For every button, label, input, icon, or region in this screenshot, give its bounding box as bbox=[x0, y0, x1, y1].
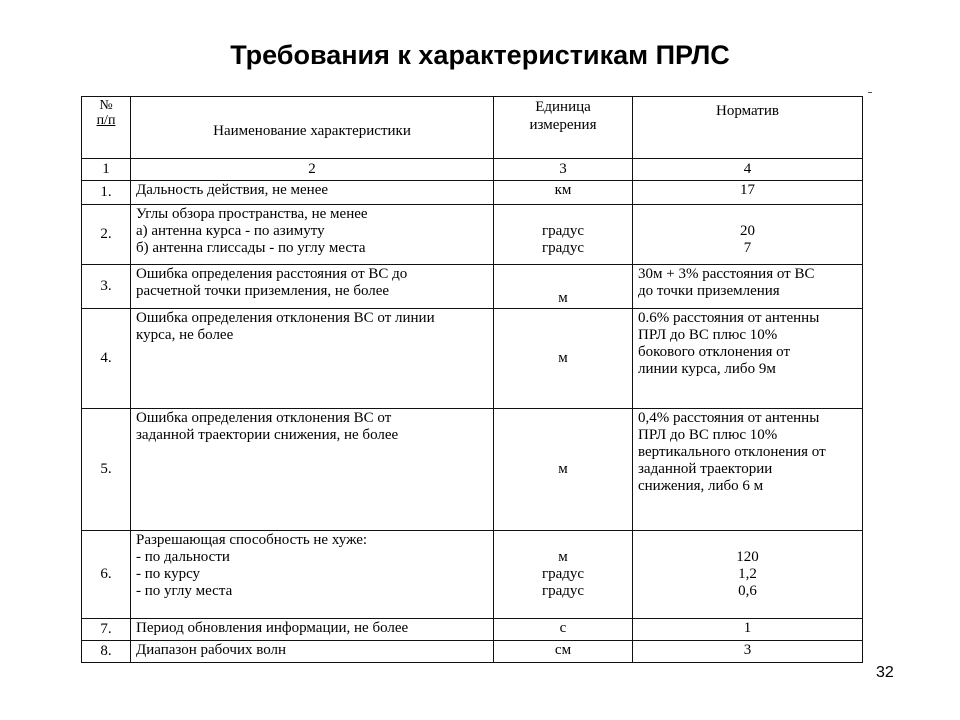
header-name-cell: Наименование характеристики bbox=[131, 97, 494, 159]
header-num-symbol: № bbox=[99, 98, 113, 113]
row-norm-line bbox=[638, 532, 857, 549]
row-norm bbox=[633, 531, 863, 619]
row-norm-line: 3 bbox=[743, 642, 752, 658]
row-name-line: б) антенна глиссады - по углу места bbox=[136, 240, 366, 256]
row-norm-line bbox=[638, 206, 857, 223]
row-name-line: - по углу места bbox=[136, 583, 233, 599]
row-number: 6. bbox=[82, 531, 131, 619]
row-unit-line: м bbox=[558, 549, 568, 565]
row-unit-line bbox=[499, 206, 627, 223]
header-num-label: п/п bbox=[96, 113, 116, 128]
row-name-line: Ошибка определения отклонения ВС от bbox=[136, 410, 392, 426]
row-norm-line: 30м + 3% расстояния от ВС bbox=[638, 266, 815, 282]
row-norm-line: 1,2 bbox=[738, 566, 757, 582]
row-unit-line bbox=[499, 532, 627, 549]
row-unit-line: м bbox=[558, 290, 568, 306]
row-number: 5. bbox=[82, 409, 131, 531]
table-row bbox=[82, 641, 863, 663]
row-number: 2. bbox=[82, 205, 131, 265]
row-unit-line: км bbox=[554, 182, 572, 198]
row-norm-line: 0,4% расстояния от антенны bbox=[638, 410, 820, 426]
row-name bbox=[131, 309, 494, 409]
row-norm bbox=[633, 619, 863, 641]
table-row bbox=[82, 619, 863, 641]
row-unit bbox=[494, 641, 633, 663]
row-norm-line: 20 bbox=[740, 223, 755, 239]
row-norm-line: бокового отклонения от bbox=[638, 344, 791, 360]
column-number: 3 bbox=[494, 159, 633, 181]
row-name-line: Ошибка определения отклонения ВС от линии bbox=[136, 310, 435, 326]
row-unit bbox=[494, 205, 633, 265]
row-name bbox=[131, 181, 494, 205]
row-norm-line: 7 bbox=[743, 240, 752, 256]
row-unit bbox=[494, 181, 633, 205]
row-unit bbox=[494, 309, 633, 409]
row-name bbox=[131, 619, 494, 641]
row-number: 4. bbox=[82, 309, 131, 409]
row-norm-line: 0.6% расстояния от антенны bbox=[638, 310, 820, 326]
row-name-line: курса, не более bbox=[136, 327, 234, 343]
row-unit-line: градус bbox=[541, 583, 585, 599]
table-row bbox=[82, 181, 863, 205]
row-norm bbox=[633, 409, 863, 531]
row-unit bbox=[494, 619, 633, 641]
row-name-line: Углы обзора пространства, не менее bbox=[136, 206, 368, 222]
row-name-line: Период обновления информации, не более bbox=[136, 620, 409, 636]
row-norm-line: 17 bbox=[740, 182, 755, 198]
row-number: 3. bbox=[82, 265, 131, 309]
row-name-line: - по курсу bbox=[136, 566, 201, 582]
row-unit bbox=[494, 265, 633, 309]
row-norm-line: 1 bbox=[743, 620, 752, 636]
table-row bbox=[82, 205, 863, 265]
row-unit-line: см bbox=[554, 642, 572, 658]
column-number-row bbox=[82, 159, 863, 181]
table-row bbox=[82, 265, 863, 309]
table-row bbox=[82, 409, 863, 531]
row-norm bbox=[633, 205, 863, 265]
row-norm bbox=[633, 641, 863, 663]
row-unit-line: градус bbox=[541, 240, 585, 256]
row-name bbox=[131, 531, 494, 619]
row-norm bbox=[633, 265, 863, 309]
row-norm bbox=[633, 181, 863, 205]
row-norm-line: вертикального отклонения от bbox=[638, 444, 826, 460]
row-unit bbox=[494, 409, 633, 531]
row-unit bbox=[494, 531, 633, 619]
column-number: 2 bbox=[131, 159, 494, 181]
row-name-line: Дальность действия, не менее bbox=[136, 182, 329, 198]
header-num-cell bbox=[82, 97, 131, 159]
header-row bbox=[82, 97, 863, 159]
row-norm-line: линии курса, либо 9м bbox=[638, 361, 776, 377]
row-name bbox=[131, 205, 494, 265]
row-name-line: а) антенна курса - по азимуту bbox=[136, 223, 325, 239]
row-norm-line: заданной траектории bbox=[638, 461, 773, 477]
decorative-tick bbox=[868, 92, 872, 93]
row-name bbox=[131, 265, 494, 309]
column-number: 1 bbox=[82, 159, 131, 181]
header-unit-line2: измерения bbox=[529, 117, 597, 133]
row-name-line: Разрешающая способность не хуже: bbox=[136, 532, 368, 548]
header-unit-cell bbox=[494, 97, 633, 159]
row-norm-line: до точки приземления bbox=[638, 283, 780, 299]
row-unit-line: градус bbox=[541, 566, 585, 582]
row-name-line: Диапазон рабочих волн bbox=[136, 642, 287, 658]
row-name-line: Ошибка определения расстояния от ВС до bbox=[136, 266, 408, 282]
row-norm-line: снижения, либо 6 м bbox=[638, 478, 764, 494]
row-unit-line: м bbox=[558, 461, 568, 477]
row-name bbox=[131, 641, 494, 663]
table-row bbox=[82, 309, 863, 409]
row-norm bbox=[633, 309, 863, 409]
slide-title: Требования к характеристикам ПРЛС bbox=[230, 40, 730, 70]
page-number: 32 bbox=[876, 664, 894, 681]
row-name bbox=[131, 409, 494, 531]
requirements-table bbox=[81, 96, 863, 663]
row-norm-line: 0,6 bbox=[738, 583, 757, 599]
row-unit-line: м bbox=[558, 350, 568, 366]
column-number: 4 bbox=[633, 159, 863, 181]
row-norm-line: ПРЛ до ВС плюс 10% bbox=[638, 427, 778, 443]
row-number: 8. bbox=[82, 641, 131, 663]
row-name-line: - по дальности bbox=[136, 549, 230, 565]
row-number: 1. bbox=[82, 181, 131, 205]
row-number: 7. bbox=[82, 619, 131, 641]
row-unit-line: градус bbox=[541, 223, 585, 239]
row-name-line: расчетной точки приземления, не более bbox=[136, 283, 390, 299]
row-name-line: заданной траектории снижения, не более bbox=[136, 427, 399, 443]
row-norm-line: 120 bbox=[736, 549, 759, 565]
row-unit-line: с bbox=[559, 620, 567, 636]
header-unit-line1: Единица bbox=[535, 99, 591, 115]
row-norm-line: ПРЛ до ВС плюс 10% bbox=[638, 327, 778, 343]
header-norm-cell: Норматив bbox=[633, 97, 863, 159]
table-row bbox=[82, 531, 863, 619]
